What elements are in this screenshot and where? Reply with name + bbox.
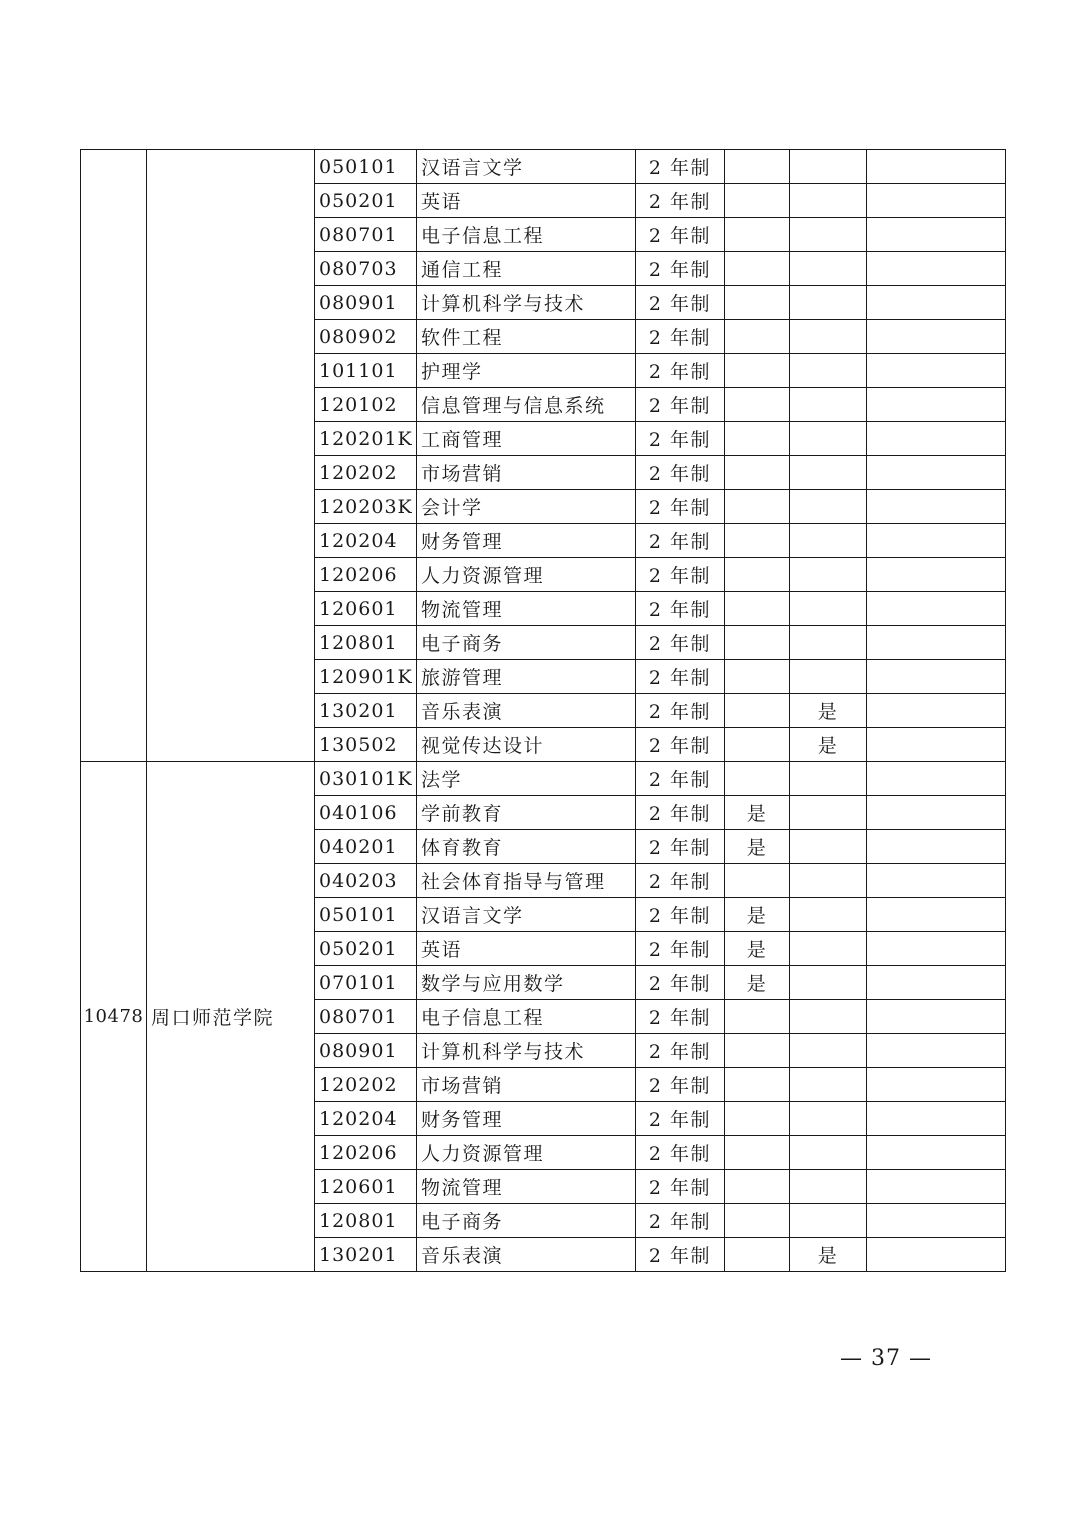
major-name-cell: 英语: [417, 184, 636, 218]
notes-cell: [867, 320, 1006, 354]
program-length-cell: 2 年制: [636, 1068, 725, 1102]
flag-cell-a: [725, 456, 790, 490]
notes-cell: [867, 1034, 1006, 1068]
notes-cell: [867, 898, 1006, 932]
program-length-cell: 2 年制: [636, 388, 725, 422]
program-length-cell: 2 年制: [636, 320, 725, 354]
notes-cell: [867, 1102, 1006, 1136]
major-code-cell: 080701: [315, 218, 417, 252]
flag-cell-b: [790, 524, 867, 558]
university-name-cell: 周口师范学院: [147, 762, 315, 1272]
major-name-cell: 财务管理: [417, 1102, 636, 1136]
major-code-cell: 080703: [315, 252, 417, 286]
major-code-cell: 120202: [315, 1068, 417, 1102]
flag-cell-a: [725, 286, 790, 320]
flag-cell-a: [725, 388, 790, 422]
flag-cell-b: [790, 1102, 867, 1136]
major-code-cell: 080701: [315, 1000, 417, 1034]
program-length-cell: 2 年制: [636, 592, 725, 626]
program-length-cell: 2 年制: [636, 150, 725, 184]
notes-cell: [867, 592, 1006, 626]
page-number: — 37 —: [840, 1346, 932, 1371]
notes-cell: [867, 660, 1006, 694]
program-length-cell: 2 年制: [636, 1034, 725, 1068]
flag-cell-b: [790, 422, 867, 456]
flag-cell-a: [725, 218, 790, 252]
program-length-cell: 2 年制: [636, 1238, 725, 1272]
major-code-cell: 130502: [315, 728, 417, 762]
flag-cell-a: [725, 762, 790, 796]
major-code-cell: 120601: [315, 1170, 417, 1204]
notes-cell: [867, 966, 1006, 1000]
flag-cell-a: [725, 354, 790, 388]
notes-cell: [867, 694, 1006, 728]
program-length-cell: 2 年制: [636, 218, 725, 252]
major-code-cell: 050101: [315, 150, 417, 184]
flag-cell-b: [790, 1136, 867, 1170]
major-code-cell: 130201: [315, 1238, 417, 1272]
flag-cell-b: 是: [790, 1238, 867, 1272]
flag-cell-a: 是: [725, 830, 790, 864]
notes-cell: [867, 524, 1006, 558]
notes-cell: [867, 1000, 1006, 1034]
program-length-cell: 2 年制: [636, 354, 725, 388]
major-code-cell: 080901: [315, 1034, 417, 1068]
major-code-cell: 080902: [315, 320, 417, 354]
flag-cell-b: [790, 150, 867, 184]
major-code-cell: 050201: [315, 932, 417, 966]
flag-cell-a: 是: [725, 966, 790, 1000]
major-code-cell: 050101: [315, 898, 417, 932]
major-name-cell: 音乐表演: [417, 694, 636, 728]
flag-cell-b: 是: [790, 694, 867, 728]
flag-cell-b: [790, 1204, 867, 1238]
program-length-cell: 2 年制: [636, 456, 725, 490]
program-length-cell: 2 年制: [636, 252, 725, 286]
flag-cell-a: [725, 1102, 790, 1136]
major-name-cell: 学前教育: [417, 796, 636, 830]
major-name-cell: 电子商务: [417, 1204, 636, 1238]
flag-cell-b: [790, 660, 867, 694]
flag-cell-a: [725, 1034, 790, 1068]
major-code-cell: 120202: [315, 456, 417, 490]
flag-cell-a: 是: [725, 932, 790, 966]
flag-cell-b: [790, 830, 867, 864]
flag-cell-b: [790, 218, 867, 252]
flag-cell-a: [725, 252, 790, 286]
major-code-cell: 050201: [315, 184, 417, 218]
flag-cell-a: [725, 320, 790, 354]
flag-cell-a: [725, 592, 790, 626]
major-code-cell: 120206: [315, 1136, 417, 1170]
program-length-cell: 2 年制: [636, 184, 725, 218]
major-name-cell: 人力资源管理: [417, 1136, 636, 1170]
table-row: [81, 150, 1006, 184]
major-code-cell: 030101K: [315, 762, 417, 796]
program-length-cell: 2 年制: [636, 864, 725, 898]
program-length-cell: 2 年制: [636, 1136, 725, 1170]
flag-cell-a: [725, 1000, 790, 1034]
major-name-cell: 财务管理: [417, 524, 636, 558]
program-length-cell: 2 年制: [636, 660, 725, 694]
major-code-cell: 080901: [315, 286, 417, 320]
program-length-cell: 2 年制: [636, 728, 725, 762]
major-name-cell: 工商管理: [417, 422, 636, 456]
flag-cell-a: [725, 1136, 790, 1170]
notes-cell: [867, 354, 1006, 388]
table-body: [81, 150, 1006, 1272]
flag-cell-b: [790, 558, 867, 592]
flag-cell-a: 是: [725, 898, 790, 932]
program-length-cell: 2 年制: [636, 524, 725, 558]
notes-cell: [867, 388, 1006, 422]
major-code-cell: 040201: [315, 830, 417, 864]
major-code-cell: 070101: [315, 966, 417, 1000]
flag-cell-a: [725, 524, 790, 558]
table-row: [81, 762, 1006, 796]
major-name-cell: 视觉传达设计: [417, 728, 636, 762]
notes-cell: [867, 932, 1006, 966]
major-name-cell: 通信工程: [417, 252, 636, 286]
notes-cell: [867, 1170, 1006, 1204]
program-length-cell: 2 年制: [636, 796, 725, 830]
program-length-cell: 2 年制: [636, 626, 725, 660]
flag-cell-a: [725, 660, 790, 694]
major-name-cell: 汉语言文学: [417, 898, 636, 932]
major-code-cell: 101101: [315, 354, 417, 388]
flag-cell-b: [790, 320, 867, 354]
university-name-cell: [147, 150, 315, 762]
notes-cell: [867, 728, 1006, 762]
major-name-cell: 法学: [417, 762, 636, 796]
program-length-cell: 2 年制: [636, 830, 725, 864]
major-name-cell: 计算机科学与技术: [417, 286, 636, 320]
major-name-cell: 人力资源管理: [417, 558, 636, 592]
notes-cell: [867, 1238, 1006, 1272]
major-code-cell: 120201K: [315, 422, 417, 456]
major-code-cell: 120203K: [315, 490, 417, 524]
flag-cell-b: [790, 354, 867, 388]
major-name-cell: 护理学: [417, 354, 636, 388]
major-code-cell: 120102: [315, 388, 417, 422]
notes-cell: [867, 184, 1006, 218]
program-length-cell: 2 年制: [636, 558, 725, 592]
notes-cell: [867, 864, 1006, 898]
notes-cell: [867, 218, 1006, 252]
flag-cell-b: [790, 184, 867, 218]
major-name-cell: 计算机科学与技术: [417, 1034, 636, 1068]
flag-cell-b: 是: [790, 728, 867, 762]
major-name-cell: 会计学: [417, 490, 636, 524]
major-name-cell: 物流管理: [417, 1170, 636, 1204]
flag-cell-a: [725, 1068, 790, 1102]
major-name-cell: 信息管理与信息系统: [417, 388, 636, 422]
major-name-cell: 旅游管理: [417, 660, 636, 694]
program-length-cell: 2 年制: [636, 1204, 725, 1238]
flag-cell-b: [790, 932, 867, 966]
flag-cell-b: [790, 796, 867, 830]
major-code-cell: 120204: [315, 1102, 417, 1136]
notes-cell: [867, 1204, 1006, 1238]
program-length-cell: 2 年制: [636, 422, 725, 456]
major-name-cell: 电子信息工程: [417, 218, 636, 252]
program-length-cell: 2 年制: [636, 1102, 725, 1136]
program-length-cell: 2 年制: [636, 1000, 725, 1034]
major-name-cell: 音乐表演: [417, 1238, 636, 1272]
flag-cell-a: [725, 422, 790, 456]
major-code-cell: 040203: [315, 864, 417, 898]
major-code-cell: 120901K: [315, 660, 417, 694]
notes-cell: [867, 490, 1006, 524]
flag-cell-a: [725, 558, 790, 592]
notes-cell: [867, 1136, 1006, 1170]
notes-cell: [867, 252, 1006, 286]
major-name-cell: 市场营销: [417, 456, 636, 490]
major-code-cell: 040106: [315, 796, 417, 830]
flag-cell-a: [725, 864, 790, 898]
flag-cell-b: [790, 762, 867, 796]
flag-cell-b: [790, 864, 867, 898]
flag-cell-b: [790, 898, 867, 932]
major-name-cell: 软件工程: [417, 320, 636, 354]
major-code-cell: 120204: [315, 524, 417, 558]
flag-cell-b: [790, 1034, 867, 1068]
major-name-cell: 物流管理: [417, 592, 636, 626]
program-length-cell: 2 年制: [636, 490, 725, 524]
flag-cell-b: [790, 592, 867, 626]
program-length-cell: 2 年制: [636, 966, 725, 1000]
flag-cell-a: 是: [725, 796, 790, 830]
program-length-cell: 2 年制: [636, 694, 725, 728]
notes-cell: [867, 830, 1006, 864]
flag-cell-b: [790, 388, 867, 422]
major-code-cell: 130201: [315, 694, 417, 728]
flag-cell-a: [725, 1204, 790, 1238]
flag-cell-b: [790, 490, 867, 524]
program-length-cell: 2 年制: [636, 286, 725, 320]
major-code-cell: 120206: [315, 558, 417, 592]
notes-cell: [867, 762, 1006, 796]
flag-cell-b: [790, 252, 867, 286]
flag-cell-b: [790, 456, 867, 490]
flag-cell-a: [725, 728, 790, 762]
program-length-cell: 2 年制: [636, 762, 725, 796]
major-code-cell: 120601: [315, 592, 417, 626]
university-code-cell: 10478: [81, 762, 147, 1272]
notes-cell: [867, 1068, 1006, 1102]
major-name-cell: 电子信息工程: [417, 1000, 636, 1034]
notes-cell: [867, 150, 1006, 184]
majors-table: [80, 149, 1006, 1272]
flag-cell-b: [790, 286, 867, 320]
major-name-cell: 市场营销: [417, 1068, 636, 1102]
flag-cell-b: [790, 1000, 867, 1034]
flag-cell-a: [725, 1170, 790, 1204]
notes-cell: [867, 796, 1006, 830]
flag-cell-a: [725, 626, 790, 660]
flag-cell-b: [790, 1068, 867, 1102]
flag-cell-a: [725, 150, 790, 184]
flag-cell-b: [790, 966, 867, 1000]
major-name-cell: 英语: [417, 932, 636, 966]
program-length-cell: 2 年制: [636, 1170, 725, 1204]
notes-cell: [867, 626, 1006, 660]
major-name-cell: 体育教育: [417, 830, 636, 864]
program-length-cell: 2 年制: [636, 898, 725, 932]
major-code-cell: 120801: [315, 626, 417, 660]
notes-cell: [867, 558, 1006, 592]
flag-cell-b: [790, 626, 867, 660]
major-name-cell: 电子商务: [417, 626, 636, 660]
notes-cell: [867, 456, 1006, 490]
major-name-cell: 数学与应用数学: [417, 966, 636, 1000]
flag-cell-a: [725, 1238, 790, 1272]
flag-cell-a: [725, 184, 790, 218]
flag-cell-a: [725, 694, 790, 728]
flag-cell-b: [790, 1170, 867, 1204]
major-name-cell: 社会体育指导与管理: [417, 864, 636, 898]
major-name-cell: 汉语言文学: [417, 150, 636, 184]
flag-cell-a: [725, 490, 790, 524]
major-code-cell: 120801: [315, 1204, 417, 1238]
program-length-cell: 2 年制: [636, 932, 725, 966]
notes-cell: [867, 286, 1006, 320]
university-code-cell: [81, 150, 147, 762]
notes-cell: [867, 422, 1006, 456]
